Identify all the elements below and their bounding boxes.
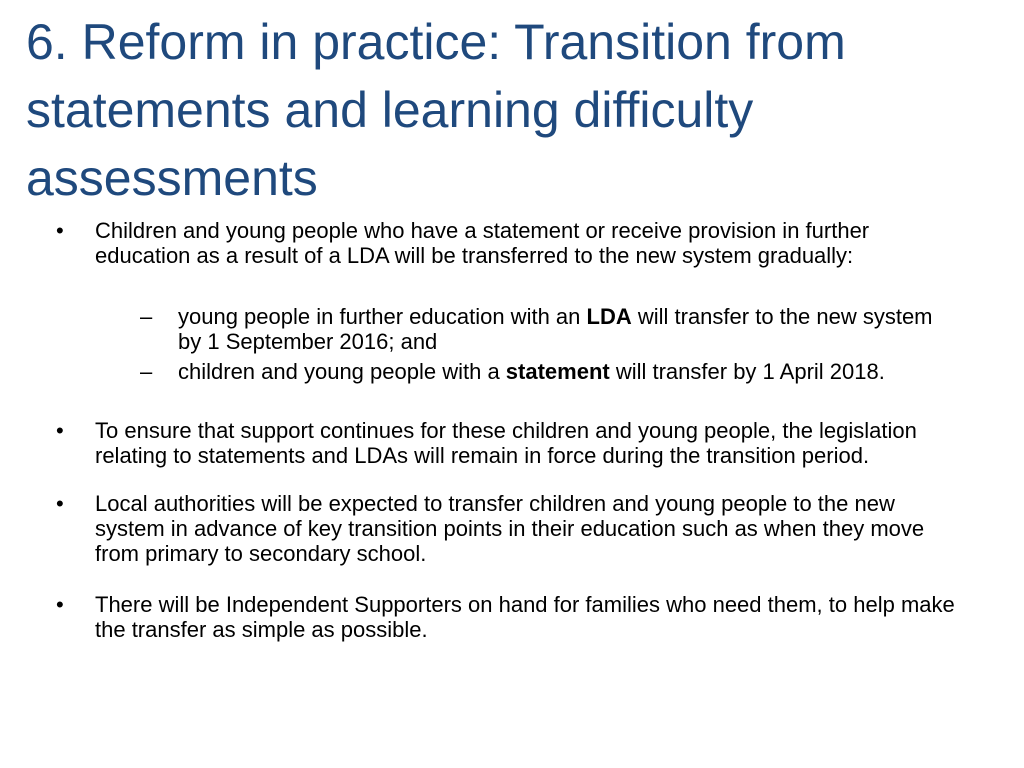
slide-title: 6. Reform in practice: Transition from statements and learning difficulty assessments — [26, 14, 846, 206]
bullet-text: There will be Independent Supporters on hand for families who need them, to help make the transfer as simple as possible. — [95, 592, 955, 642]
bullet-marker: • — [56, 218, 64, 243]
bullet-marker: • — [56, 418, 64, 443]
sub-bullet-text-before: children and young people with a — [178, 359, 506, 384]
sub-bullet-bold-term: statement — [505, 359, 610, 384]
bullet-item-legislation — [56, 418, 956, 468]
bullet-item-independent-supporters — [56, 592, 956, 642]
bullet-marker: • — [56, 491, 64, 516]
bullet-text: To ensure that support continues for these children and young people, the legislation relating to statements and LDAs will remain in force during the transition period. — [95, 418, 917, 468]
sub-bullet-marker: – — [140, 304, 153, 329]
bullet-text: Children and young people who have a statement or receive provision in further education as a result of a LDA will be transferred to the new system gradually: — [95, 218, 870, 268]
bullet-marker: • — [56, 592, 64, 617]
sub-bullet-item-statement — [140, 359, 956, 384]
sub-bullet-marker: – — [140, 359, 153, 384]
sub-bullet-list — [95, 304, 956, 384]
sub-bullet-text-after: will transfer by 1 April 2018. — [609, 359, 885, 384]
sub-bullet-text-after: will transfer to the new system by 1 September 2016; and — [178, 304, 933, 354]
bullet-item-transfer-gradually — [56, 218, 956, 384]
sub-bullet-text-before: young people in further education with an — [178, 304, 587, 329]
sub-bullet-bold-term: LDA — [586, 304, 632, 329]
bullet-text: Local authorities will be expected to transfer children and young people to the new system in advance of key transition points in their education such as when they move from primary to secondary school. — [95, 491, 925, 566]
bullet-list — [56, 218, 956, 642]
bullet-item-local-authorities — [56, 491, 956, 566]
sub-bullet-item-lda — [140, 304, 956, 354]
